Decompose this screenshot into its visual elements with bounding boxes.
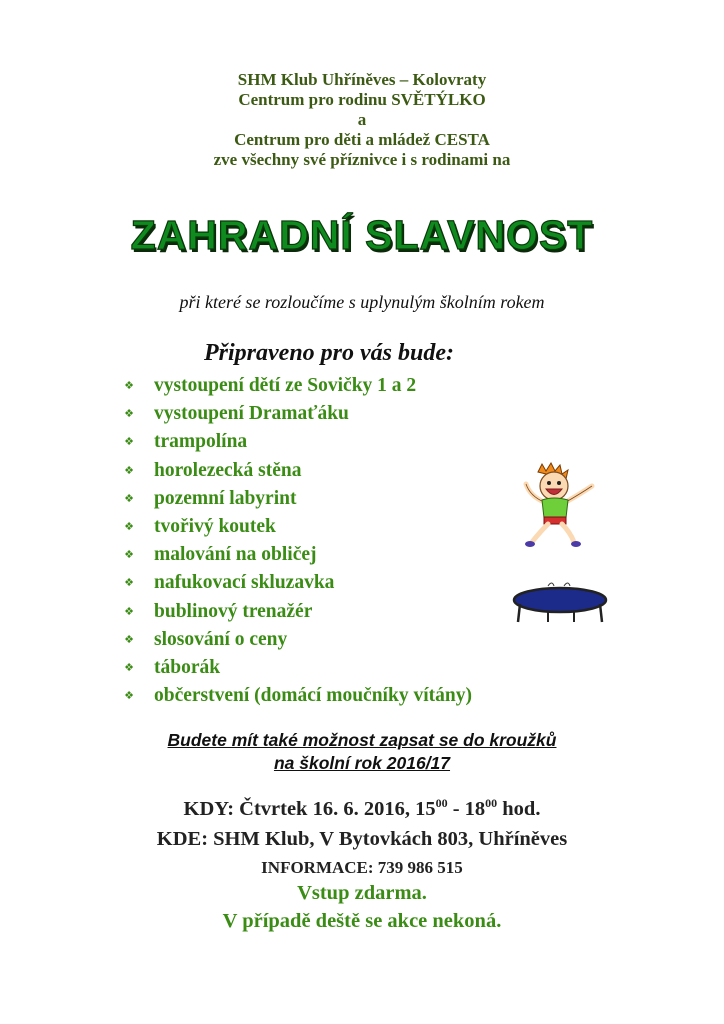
program-heading: Připraveno pro vás bude: xyxy=(204,340,454,366)
event-info-phone: INFORMACE: 739 986 515 xyxy=(261,858,463,877)
program-item: ❖ horolezecká stěna xyxy=(118,457,472,485)
diamond-bullet-icon: ❖ xyxy=(124,407,134,421)
diamond-bullet-icon: ❖ xyxy=(124,689,134,703)
program-item: ❖ pozemní labyrint xyxy=(118,485,472,513)
diamond-bullet-icon: ❖ xyxy=(124,604,134,618)
child-jumping-on-trampoline-icon xyxy=(508,462,612,632)
diamond-bullet-icon: ❖ xyxy=(124,632,134,646)
program-item: ❖ tvořivý koutek xyxy=(118,513,472,541)
program-item: ❖ vystoupení Dramaťáku xyxy=(118,400,472,428)
free-entry-note: Vstup zdarma. xyxy=(297,882,427,904)
diamond-bullet-icon: ❖ xyxy=(124,491,134,505)
organizer-line-4: Centrum pro děti a mládež CESTA xyxy=(234,130,490,149)
program-item: ❖ trampolína xyxy=(118,428,472,456)
enrollment-line-2: na školní rok 2016/17 xyxy=(273,753,451,773)
diamond-bullet-icon: ❖ xyxy=(124,520,134,534)
organizer-line-1: SHM Klub Uhříněves – Kolovraty xyxy=(237,70,487,89)
invitation-line: zve všechny své příznivce i s rodinami na xyxy=(213,150,511,169)
enrollment-note xyxy=(0,729,724,775)
diamond-bullet-icon: ❖ xyxy=(124,379,134,393)
program-item: ❖ slosování o ceny xyxy=(118,626,472,654)
diamond-bullet-icon: ❖ xyxy=(124,435,134,449)
program-item: ❖ malování na obličej xyxy=(118,541,472,569)
program-item: ❖ nafukovací skluzavka xyxy=(118,569,472,597)
diamond-bullet-icon: ❖ xyxy=(124,463,134,477)
event-subtitle: při které se rozloučíme s uplynulým školním rokem xyxy=(179,292,545,312)
event-where: KDE: SHM Klub, V Bytovkách 803, Uhříněves xyxy=(156,828,568,850)
diamond-bullet-icon: ❖ xyxy=(124,576,134,590)
diamond-bullet-icon: ❖ xyxy=(124,548,134,562)
event-title: ZAHRADNÍ SLAVNOST xyxy=(130,212,594,258)
program-item: ❖ táborák xyxy=(118,654,472,682)
enrollment-line-1: Budete mít také možnost zapsat se do kroužků xyxy=(167,730,557,750)
event-when: KDY: Čtvrtek 16. 6. 2016, $15^{00} - 18^{00}$ hod. xyxy=(183,796,541,820)
program-item: ❖ vystoupení dětí ze Sovičky 1 a 2 xyxy=(118,372,472,400)
program-item: ❖ bublinový trenažér xyxy=(118,598,472,626)
diamond-bullet-icon: ❖ xyxy=(124,660,134,674)
program-list xyxy=(118,372,472,710)
program-item: ❖ občerstvení (domácí moučníky vítány) xyxy=(118,682,472,710)
rain-note: V případě deště se akce nekoná. xyxy=(222,910,502,932)
organizer-line-2: Centrum pro rodinu SVĚTÝLKO xyxy=(238,90,486,109)
organizer-line-3: a xyxy=(357,110,367,129)
